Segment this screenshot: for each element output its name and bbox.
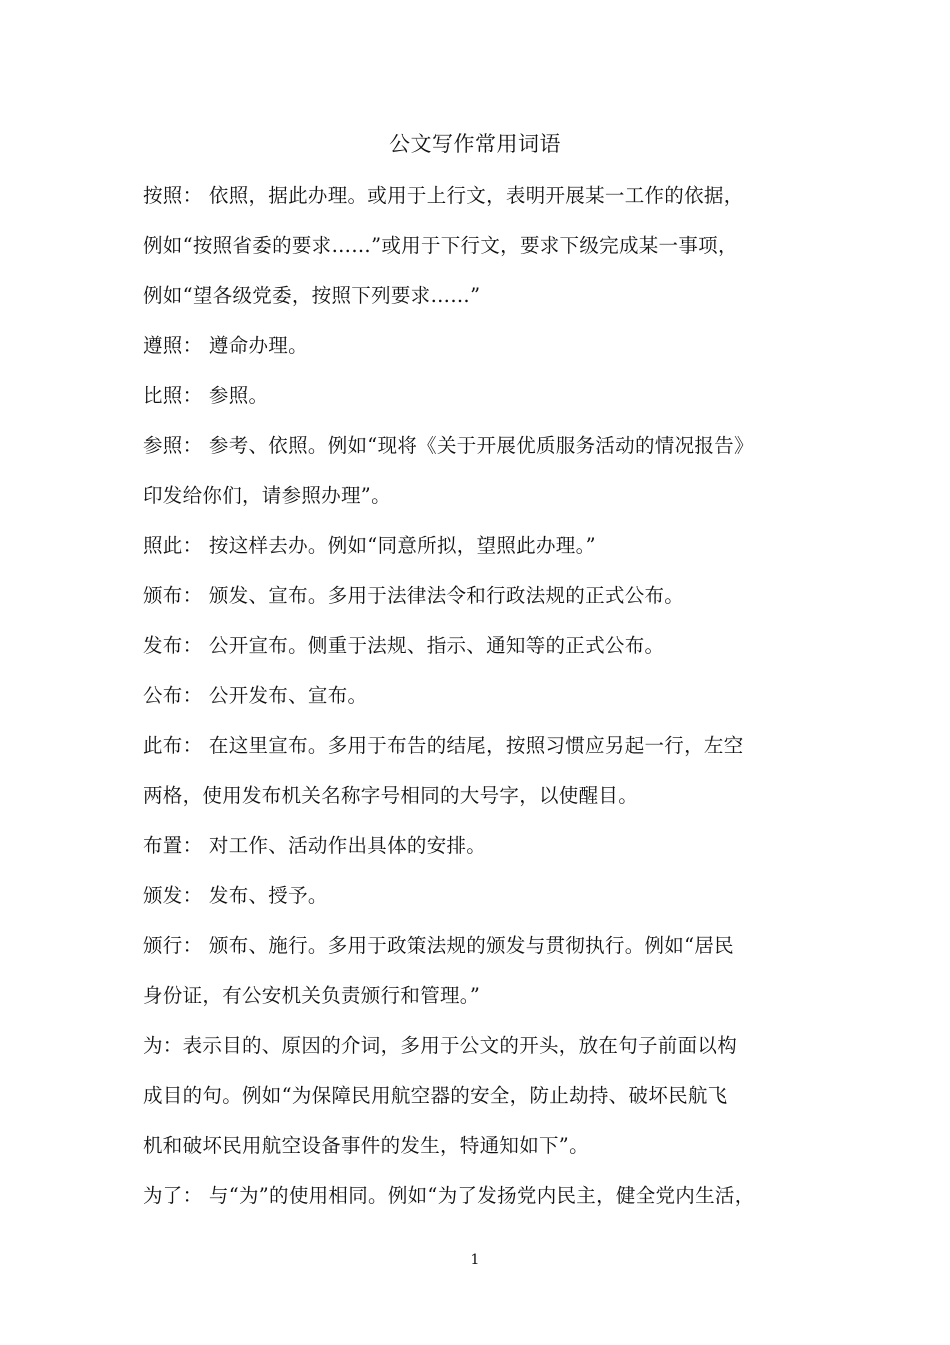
text-line: 遵照： 遵命办理。	[143, 334, 308, 357]
text-line: 此布： 在这里宣布。多用于布告的结尾，按照习惯应另起一行，左空	[143, 734, 744, 757]
text-line: 照此： 按这样去办。例如“同意所拟，望照此办理。”	[143, 534, 596, 557]
text-line: 两格，使用发布机关名称字号相同的大号字，以使醒目。	[143, 784, 639, 807]
text-line: 例如“按照省委的要求……”或用于下行文，要求下级完成某一事项，	[143, 234, 738, 257]
text-line: 按照： 依照，据此办理。或用于上行文，表明开展某一工作的依据，	[143, 184, 744, 207]
text-line: 例如“望各级党委，按照下列要求……”	[143, 284, 481, 307]
text-line: 为：表示目的、原因的介词，多用于公文的开头，放在句子前面以构	[143, 1034, 738, 1057]
text-line: 机和破坏民用航空设备事件的发生，特通知如下”。	[143, 1134, 589, 1157]
document-title: 公文写作常用词语	[389, 132, 561, 156]
text-line: 成目的句。例如“为保障民用航空器的安全，防止劫持、破坏民航飞	[143, 1084, 728, 1107]
text-line: 为了： 与“为”的使用相同。例如“为了发扬党内民主，健全党内生活，	[143, 1184, 755, 1207]
page-number: 1	[470, 1252, 480, 1268]
text-line: 颁行： 颁布、施行。多用于政策法规的颁发与贯彻执行。例如“居民	[143, 934, 734, 957]
text-line: 布置： 对工作、活动作出具体的安排。	[143, 834, 487, 857]
text-line: 参照： 参考、依照。例如“现将《关于开展优质服务活动的情况报告》	[143, 434, 754, 457]
text-line: 公布： 公开发布、宣布。	[143, 684, 368, 707]
text-line: 身份证，有公安机关负责颁行和管理。”	[143, 984, 481, 1007]
text-line: 颁布： 颁发、宣布。多用于法律法令和行政法规的正式公布。	[143, 584, 685, 607]
text-line: 发布： 公开宣布。侧重于法规、指示、通知等的正式公布。	[143, 634, 665, 657]
text-line: 颁发： 发布、授予。	[143, 884, 328, 907]
text-line: 印发给你们，请参照办理”。	[143, 484, 391, 507]
document-body	[143, 178, 823, 1228]
text-line: 比照： 参照。	[143, 384, 269, 407]
